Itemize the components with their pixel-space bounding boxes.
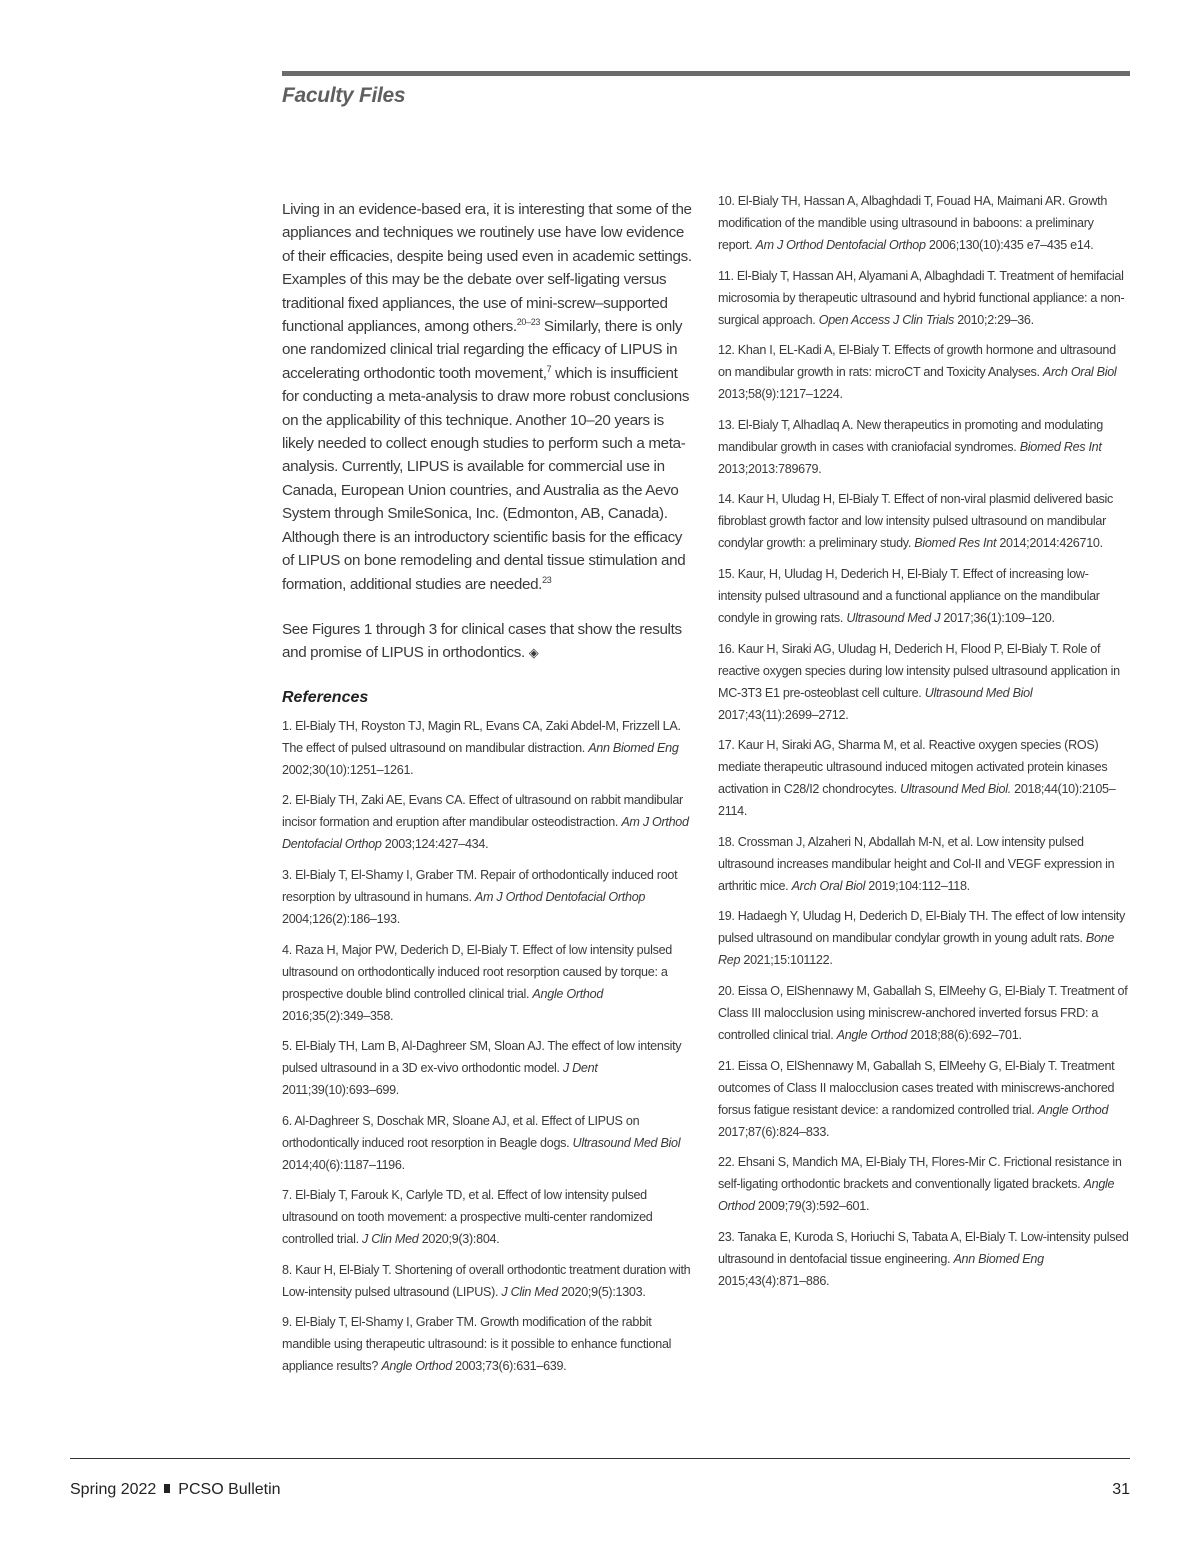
reference-journal: Angle Orthod <box>718 1177 1115 1214</box>
reference-text: 11. El-Bialy T, Hassan AH, Alyamani A, Albaghdadi T. Treatment of hemifacial microsomia by therapeutic ultrasound and hybrid functional appliance: a non-surgical approach. <box>718 268 1125 327</box>
reference-citation: 2021;15:101122. <box>740 953 833 968</box>
citation-superscript: 20–23 <box>516 316 541 327</box>
reference-text: 1. El-Bialy TH, Royston TJ, Magin RL, Evans CA, Zaki Abdel-M, Frizzell LA. The effect of pulsed ultrasound on mandibular distraction. <box>282 718 681 755</box>
header-rule <box>282 71 1130 76</box>
reference-text: 20. Eissa O, ElShennawy M, Gaballah S, ElMeehy G, El-Bialy T. Treatment of Class III malocclusion using miniscrew-anchored inverted forsus FRD: a controlled clinical trial. <box>718 983 1128 1042</box>
page-number: 31 <box>1112 1481 1130 1498</box>
reference-item <box>282 1184 694 1250</box>
reference-item <box>282 789 694 855</box>
body-text: See Figures 1 through 3 for clinical cases that show the results and promise of LIPUS in orthodontics. <box>282 620 682 662</box>
reference-item <box>282 1259 694 1303</box>
reference-item <box>718 1226 1130 1292</box>
reference-citation: 2018;44(10):2105–2114. <box>718 782 1116 819</box>
reference-journal: Am J Orthod Dentofacial Orthop <box>474 889 646 904</box>
reference-citation: 2014;40(6):1187–1196. <box>282 1157 405 1172</box>
reference-journal: Biomed Res Int <box>914 536 997 551</box>
reference-citation: 2017;87(6):824–833. <box>718 1124 830 1139</box>
reference-journal: Biomed Res Int <box>1019 439 1102 454</box>
body-paragraph-2 <box>282 618 694 665</box>
reference-citation: 2016;35(2):349–358. <box>282 1008 394 1023</box>
reference-item <box>282 1110 694 1176</box>
reference-item <box>282 1311 694 1377</box>
reference-text: 21. Eissa O, ElShennawy M, Gaballah S, ElMeehy G, El-Bialy T. Treatment outcomes of Class II malocclusion cases treated with miniscrews-anchored forsus fatigue resistant device: a randomized controlled trial. <box>718 1058 1115 1117</box>
footer-publication <box>70 1481 281 1499</box>
reference-citation: 2003;73(6):631–639. <box>451 1359 567 1374</box>
reference-journal: Ultrasound Med Biol <box>572 1135 681 1150</box>
reference-text: 16. Kaur H, Siraki AG, Uludag H, Dederich H, Flood P, El-Bialy T. Role of reactive oxygen species during low intensity pulsed ultrasound application in MC-3T3 E1 pre-osteoblast cell culture. <box>718 641 1120 700</box>
reference-item <box>718 980 1130 1046</box>
reference-citation: 2011;39(10):693–699. <box>282 1083 400 1098</box>
reference-item <box>718 831 1130 897</box>
reference-citation: 2014;2014:426710. <box>996 536 1103 551</box>
body-text: Similarly, there is only one randomized clinical trial regarding the efficacy of LIPUS in accelerating orthodontic tooth movement, <box>282 318 683 382</box>
reference-text: 12. Khan I, EL-Kadi A, El-Bialy T. Effects of growth hormone and ultrasound on mandibular growth in rats: microCT and Toxicity Analyses. <box>718 343 1116 380</box>
reference-journal: Am J Orthod Dentofacial Orthop <box>282 815 689 852</box>
reference-text: 17. Kaur H, Siraki AG, Sharma M, et al. Reactive oxygen species (ROS) mediate therapeutic ultrasound induced mitogen activated protein kinases activation in C28/I2 chondrocytes. <box>718 738 1108 797</box>
reference-item <box>282 1035 694 1101</box>
footer-issue: Spring 2022 <box>70 1481 157 1498</box>
reference-text: 14. Kaur H, Uludag H, El-Bialy T. Effect of non-viral plasmid delivered basic fibroblast growth factor and low intensity pulsed ultrasound on mandibular condylar growth: a preliminary study. <box>718 492 1114 551</box>
reference-text: 13. El-Bialy T, Alhadlaq A. New therapeutics in promoting and modulating mandibular growth in cases with craniofacial syndromes. <box>718 417 1103 454</box>
reference-item <box>718 563 1130 629</box>
reference-item <box>718 414 1130 480</box>
reference-text: 5. El-Bialy TH, Lam B, Al-Daghreer SM, Sloan AJ. The effect of low intensity pulsed ultrasound in a 3D ex-vivo orthodontic model. <box>282 1039 682 1076</box>
left-column <box>282 198 694 1386</box>
reference-citation: 2013;2013:789679. <box>718 461 822 476</box>
reference-text: 6. Al-Daghreer S, Doschak MR, Sloane AJ, et al. Effect of LIPUS on orthodontically induced root resorption in Beagle dogs. <box>282 1113 640 1150</box>
reference-text: 7. El-Bialy T, Farouk K, Carlyle TD, et al. Effect of low intensity pulsed ultrasound on tooth movement: a prospective multi-center randomized controlled trial. <box>282 1188 653 1247</box>
reference-item <box>718 190 1130 256</box>
reference-text: 18. Crossman J, Alzaheri N, Abdallah M-N, et al. Low intensity pulsed ultrasound increases mandibular height and Col-II and VEGF expression in arthritic mice. <box>718 834 1115 893</box>
reference-citation: 2002;30(10):1251–1261. <box>282 762 414 777</box>
body-text: Living in an evidence-based era, it is interesting that some of the appliances and techniques we routinely use have low evidence of their efficacies, despite being used even in academic settings. Examples of this may be the debate over self-ligating versus traditional fixed appliances, the use of mini-screw–supported functional appliances, among others. <box>282 201 692 336</box>
citation-superscript: 7 <box>546 363 552 374</box>
reference-item <box>282 715 694 781</box>
reference-journal: Bone Rep <box>718 931 1115 968</box>
references-heading: References <box>282 688 369 706</box>
reference-citation: 2013;58(9):1217–1224. <box>718 387 843 402</box>
reference-journal: J Clin Med <box>362 1232 419 1247</box>
reference-text: 9. El-Bialy T, El-Shamy I, Graber TM. Growth modification of the rabbit mandible using therapeutic ultrasound: is it possible to enhance functional appliance results? <box>282 1315 672 1374</box>
reference-item <box>718 1055 1130 1143</box>
reference-journal: Arch Oral Biol <box>1042 365 1117 380</box>
footer-publication-name: PCSO Bulletin <box>178 1481 281 1498</box>
reference-text: 19. Hadaegh Y, Uludag H, Dederich D, El-Bialy TH. The effect of low intensity pulsed ultrasound on mandibular condylar growth in young adult rats. <box>718 909 1125 946</box>
page-footer <box>70 1481 1130 1505</box>
reference-item <box>718 638 1130 726</box>
reference-text: 10. El-Bialy TH, Hassan A, Albaghdadi T, Fouad HA, Maimani AR. Growth modification of the mandible using ultrasound in baboons: a preliminary report. <box>718 194 1108 252</box>
reference-item <box>718 1151 1130 1217</box>
reference-journal: Angle Orthod <box>381 1359 452 1374</box>
reference-journal: Arch Oral Biol <box>791 878 866 893</box>
reference-journal: Ann Biomed Eng <box>588 740 679 755</box>
reference-journal: Ann Biomed Eng <box>953 1251 1044 1266</box>
reference-citation: 2004;126(2):186–193. <box>282 911 400 926</box>
reference-citation: 2017;43(11):2699–2712. <box>718 707 849 722</box>
references-list-left <box>282 715 694 1378</box>
reference-citation: 2019;104:112–118. <box>865 878 970 893</box>
reference-citation: 2018;88(6):692–701. <box>907 1027 1022 1042</box>
reference-citation: 2006;130(10):435 e7–435 e14. <box>925 238 1094 252</box>
reference-journal: Angle Orthod <box>836 1027 908 1042</box>
reference-citation: 2017;36(1):109–120. <box>940 610 1055 625</box>
references-list-right <box>718 190 1130 1292</box>
reference-text: 2. El-Bialy TH, Zaki AE, Evans CA. Effect of ultrasound on rabbit mandibular incisor formation and eruption after mandibular osteodistraction. <box>282 793 683 830</box>
reference-journal: Am J Orthod Dentofacial Orthop <box>755 238 926 252</box>
reference-text: 3. El-Bialy T, El-Shamy I, Graber TM. Repair of orthodontically induced root resorption by ultrasound in humans. <box>282 867 678 904</box>
reference-journal: J Clin Med <box>501 1284 558 1299</box>
right-column <box>718 190 1130 1300</box>
reference-journal: Angle Orthod <box>1037 1102 1109 1117</box>
reference-item <box>718 734 1130 822</box>
reference-journal: Ultrasound Med J <box>846 610 941 625</box>
reference-item <box>718 488 1130 554</box>
citation-superscript: 23 <box>542 574 552 585</box>
end-of-article-icon: ◈ <box>528 645 539 661</box>
section-title: Faculty Files <box>282 84 406 107</box>
reference-journal: Angle Orthod <box>532 986 604 1001</box>
reference-journal: Ultrasound Med Biol. <box>900 782 1011 797</box>
reference-citation: 2020;9(3):804. <box>418 1232 500 1247</box>
reference-item <box>718 905 1130 971</box>
reference-citation: 2009;79(3):592–601. <box>754 1199 870 1214</box>
body-text: which is insufficient for conducting a meta-analysis to draw more robust conclusions on the applicability of this technique. Another 10–20 years is likely needed to collect enough studies to perform such a meta-analysis. Currently, LIPUS is available for commercial use in Canada, European Union countries, and Australia as the Aevo System through SmileSonica, Inc. (Edmonton, AB, Canada). Although there is an introductory scientific basis for the efficacy of LIPUS on bone remodeling and dental tissue stimulation and formation, additional studies are needed. <box>282 364 690 593</box>
reference-citation: 2020;9(5):1303. <box>557 1284 646 1299</box>
body-paragraph-1 <box>282 198 694 596</box>
bullet-icon <box>164 1484 170 1493</box>
reference-text: 22. Ehsani S, Mandich MA, El-Bialy TH, Flores-Mir C. Frictional resistance in self-ligating orthodontic brackets and conventionally ligated brackets. <box>718 1155 1122 1192</box>
reference-text: 15. Kaur, H, Uludag H, Dederich H, El-Bialy T. Effect of increasing low-intensity pulsed ultrasound and a functional appliance on the mandibular condyle in growing rats. <box>718 566 1100 625</box>
reference-journal: Ultrasound Med Biol <box>924 685 1033 700</box>
reference-item <box>718 265 1130 331</box>
reference-item <box>718 339 1130 405</box>
reference-text: 8. Kaur H, El-Bialy T. Shortening of overall orthodontic treatment duration with Low-intensity pulsed ultrasound (LIPUS). <box>282 1262 691 1299</box>
reference-citation: 2003;124:427–434. <box>381 837 489 852</box>
reference-journal: Open Access J Clin Trials <box>818 312 954 327</box>
reference-item <box>282 939 694 1027</box>
reference-text: 4. Raza H, Major PW, Dederich D, El-Bialy T. Effect of low intensity pulsed ultrasound on orthodontically induced root resorption caused by torque: a prospective double blind controlled clinical trial. <box>282 942 672 1001</box>
footer-rule <box>70 1458 1130 1459</box>
reference-item <box>282 864 694 930</box>
reference-citation: 2015;43(4):871–886. <box>718 1273 830 1288</box>
reference-text: 23. Tanaka E, Kuroda S, Horiuchi S, Tabata A, El-Bialy T. Low-intensity pulsed ultrasound in dentofacial tissue engineering. <box>718 1229 1129 1266</box>
reference-citation: 2010;2:29–36. <box>954 312 1034 327</box>
reference-journal: J Dent <box>562 1061 598 1076</box>
